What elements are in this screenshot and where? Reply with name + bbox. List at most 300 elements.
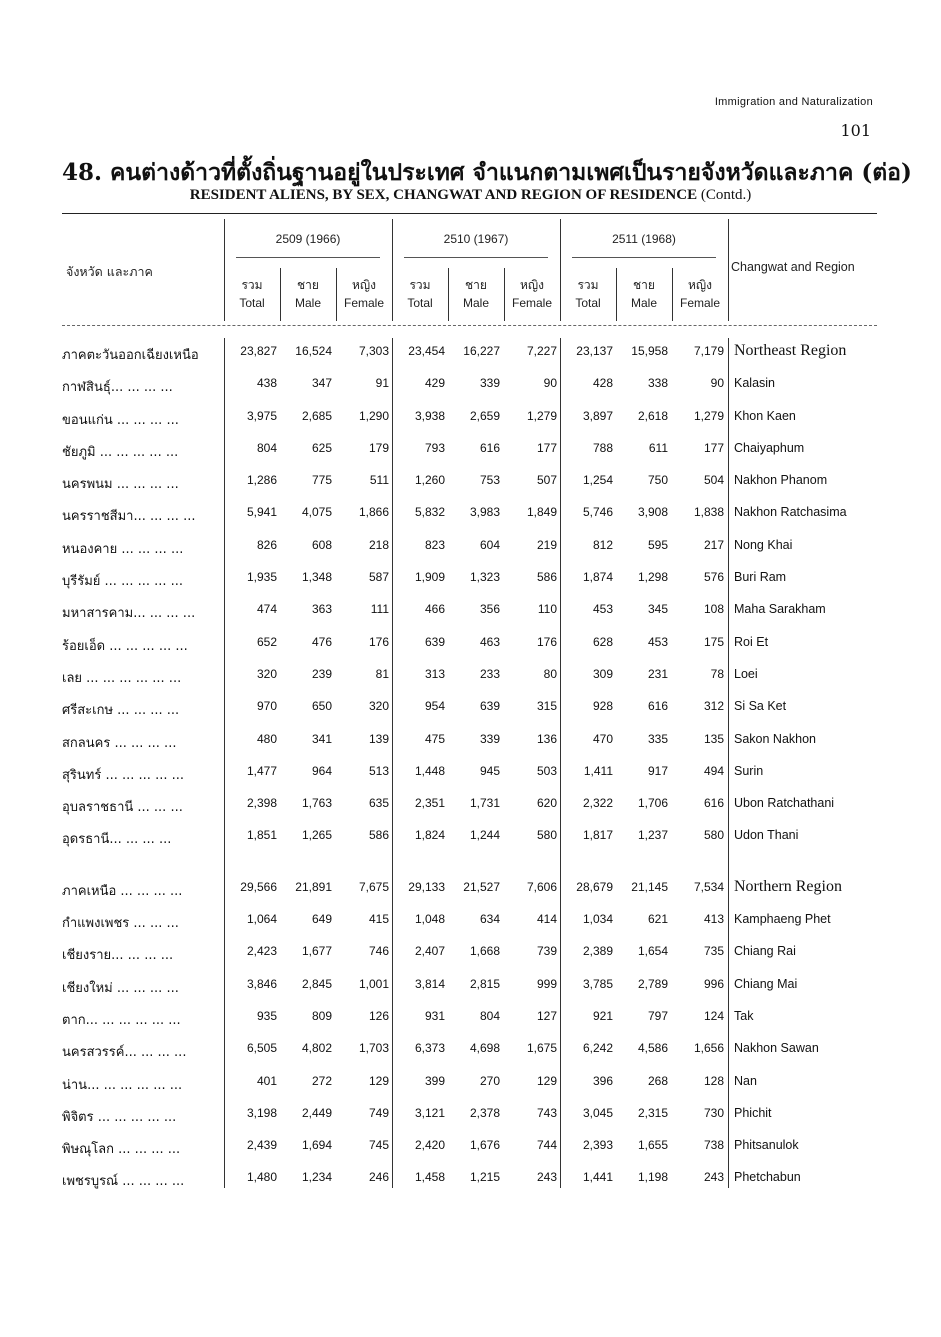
total-value: 309 [592, 666, 613, 681]
total-value: 1,909 [414, 570, 445, 585]
female-value: 586 [368, 828, 389, 843]
male-value: 945 [479, 763, 500, 778]
table-row [62, 822, 877, 854]
female-header-english: Female [511, 296, 552, 310]
row-label-english: Roi Et [734, 634, 769, 649]
female-value: 580 [703, 828, 724, 843]
total-value: 23,137 [576, 344, 613, 358]
row-label-thai: นครสวรรค์... ... ... ... [62, 1045, 187, 1061]
male-value: 753 [479, 473, 500, 488]
table-row [62, 370, 877, 402]
male-value: 616 [479, 440, 500, 455]
table-row [62, 726, 877, 758]
male-value: 625 [311, 440, 332, 455]
table-row [62, 1003, 877, 1035]
stub-header-english: Changwat and Region [731, 260, 855, 274]
male-value: 611 [648, 440, 668, 455]
table-row [62, 790, 877, 822]
male-value: 608 [311, 537, 332, 552]
male-value: 272 [311, 1073, 332, 1088]
total-value: 2,389 [582, 944, 613, 959]
total-value: 401 [256, 1073, 277, 1088]
total-value: 2,423 [246, 944, 277, 959]
male-value: 1,234 [301, 1170, 332, 1185]
male-value: 1,677 [301, 944, 332, 959]
male-value: 634 [479, 912, 500, 927]
male-value: 1,676 [469, 1138, 500, 1153]
total-value: 652 [256, 634, 277, 649]
male-header-thai: ชาย [633, 278, 655, 292]
year-rule [236, 257, 380, 258]
female-value: 243 [536, 1170, 557, 1185]
female-value: 504 [703, 473, 724, 488]
total-header-english: Total [575, 296, 601, 310]
row-label-english: Ubon Ratchathani [734, 796, 835, 811]
title-contd: (Contd.) [700, 187, 752, 203]
total-value: 928 [592, 699, 613, 714]
total-value: 313 [424, 666, 445, 681]
male-value: 231 [647, 666, 668, 681]
total-header-thai: รวม [409, 278, 431, 292]
female-value: 7,675 [358, 879, 389, 894]
female-value: 616 [703, 796, 724, 811]
row-label-english: Nakhon Phanom [734, 473, 828, 488]
row-label-english: Phichit [734, 1105, 772, 1120]
total-value: 1,034 [582, 912, 613, 927]
total-value: 474 [256, 602, 277, 617]
female-value: 176 [368, 634, 389, 649]
total-value: 1,824 [414, 828, 445, 843]
male-value: 775 [311, 473, 332, 488]
total-value: 429 [424, 376, 445, 391]
year-header-2511: 2511 (1968) [612, 232, 676, 246]
female-value: 635 [368, 796, 389, 811]
female-value: 110 [537, 602, 557, 617]
region-row [62, 874, 877, 906]
row-label-thai: มหาสารคาม... ... ... ... [62, 606, 196, 622]
table-row [62, 1164, 877, 1196]
row-label-thai: ศรีสะเกษ ... ... ... ... [62, 703, 180, 719]
year-header-2510: 2510 (1967) [443, 232, 509, 246]
row-label-thai: ภาคเหนือ ... ... ... ... [62, 883, 183, 899]
row-label-thai: เลย ... ... ... ... ... ... [62, 670, 182, 686]
female-value: 1,656 [693, 1041, 724, 1056]
male-value: 3,983 [469, 505, 500, 520]
total-value: 438 [256, 376, 277, 391]
total-value: 3,846 [246, 976, 277, 991]
male-value: 1,655 [637, 1138, 668, 1153]
female-value: 513 [368, 763, 389, 778]
male-value: 1,244 [469, 828, 500, 843]
female-value: 749 [368, 1105, 389, 1120]
female-value: 414 [536, 912, 557, 927]
male-value: 917 [647, 763, 668, 778]
female-value: 176 [536, 634, 557, 649]
row-label-english: Phetchabun [734, 1170, 801, 1185]
total-value: 6,505 [246, 1041, 277, 1056]
total-value: 2,393 [582, 1138, 613, 1153]
male-value: 4,802 [301, 1041, 332, 1056]
male-value: 1,265 [301, 828, 332, 843]
row-label-english: Phitsanulok [734, 1138, 799, 1153]
total-value: 788 [592, 440, 613, 455]
total-value: 3,975 [246, 408, 277, 423]
row-label-english: Northeast Region [734, 342, 847, 359]
male-value: 2,659 [469, 408, 500, 423]
female-value: 620 [536, 796, 557, 811]
row-label-english: Udon Thani [734, 828, 799, 843]
row-label-english: Tak [734, 1008, 754, 1023]
female-value: 219 [536, 537, 557, 552]
male-value: 1,706 [637, 796, 668, 811]
table-row [62, 596, 877, 628]
total-value: 812 [592, 537, 613, 552]
female-value: 127 [536, 1008, 557, 1023]
top-rule [62, 213, 877, 214]
female-value: 108 [703, 602, 724, 617]
year-header-2509: 2509 (1966) [275, 232, 341, 246]
row-label-thai: อุดรธานี... ... ... ... [62, 832, 172, 848]
female-value: 1,279 [526, 408, 557, 423]
table-row [62, 1035, 877, 1067]
female-header-english: Female [679, 296, 720, 310]
male-value: 595 [647, 537, 668, 552]
row-label-thai: เชียงราย... ... ... ... [62, 948, 174, 964]
table-title-english [0, 187, 941, 204]
male-value: 268 [647, 1073, 668, 1088]
total-value: 28,679 [576, 879, 613, 894]
female-value: 580 [536, 828, 557, 843]
year-rule [572, 257, 716, 258]
table-row [62, 564, 877, 596]
female-value: 744 [536, 1138, 557, 1153]
row-label-thai: สกลนคร ... ... ... ... [62, 735, 177, 751]
male-header-thai: ชาย [297, 278, 319, 292]
male-header-english: Male [462, 296, 489, 310]
male-value: 2,845 [301, 976, 332, 991]
total-value: 2,407 [414, 944, 445, 959]
female-value: 136 [536, 731, 557, 746]
row-label-english: Northern Region [734, 877, 842, 895]
row-label-thai: ขอนแก่น ... ... ... ... [62, 412, 179, 428]
male-value: 750 [647, 473, 668, 488]
total-value: 29,566 [240, 879, 277, 894]
male-header-english: Male [630, 296, 657, 310]
male-value: 616 [647, 699, 668, 714]
female-value: 743 [536, 1105, 557, 1120]
row-label-thai: เพชรบูรณ์ ... ... ... ... [62, 1174, 185, 1190]
total-value: 3,121 [414, 1105, 445, 1120]
male-value: 3,908 [637, 505, 668, 520]
total-value: 1,480 [246, 1170, 277, 1185]
male-value: 797 [647, 1008, 668, 1023]
female-value: 179 [368, 440, 389, 455]
total-value: 1,448 [414, 763, 445, 778]
female-value: 7,179 [693, 344, 724, 358]
female-value: 217 [703, 537, 724, 552]
female-value: 7,534 [693, 879, 724, 894]
total-header-thai: รวม [577, 278, 599, 292]
female-value: 1,290 [358, 408, 389, 423]
table-row [62, 758, 877, 790]
female-value: 1,675 [526, 1041, 557, 1056]
row-label-thai: ชัยภูมิ ... ... ... ... ... [62, 444, 179, 460]
female-value: 1,849 [526, 505, 557, 520]
row-label-english: Kalasin [734, 376, 775, 391]
row-label-thai: กำแพงเพชร ... ... ... [62, 916, 179, 932]
female-value: 129 [368, 1073, 389, 1088]
total-value: 3,814 [414, 976, 445, 991]
female-value: 243 [703, 1170, 724, 1185]
total-value: 823 [424, 537, 445, 552]
female-value: 320 [368, 699, 389, 714]
male-value: 1,654 [637, 944, 668, 959]
female-value: 996 [703, 976, 724, 991]
female-value: 415 [368, 912, 389, 927]
female-value: 7,303 [358, 344, 389, 358]
male-value: 341 [311, 731, 332, 746]
table-row [62, 435, 877, 467]
female-value: 90 [543, 376, 557, 391]
total-value: 1,064 [246, 912, 277, 927]
male-value: 1,694 [301, 1138, 332, 1153]
female-value: 507 [536, 473, 557, 488]
female-value: 1,279 [693, 408, 724, 423]
female-value: 746 [368, 944, 389, 959]
female-value: 1,001 [358, 976, 389, 991]
row-label-english: Nan [734, 1073, 757, 1088]
row-label-thai: ภาคตะวันออกเฉียงเหนือ [62, 348, 199, 363]
row-label-thai: นครราชสีมา... ... ... ... [62, 509, 196, 525]
female-value: 111 [370, 602, 389, 617]
total-value: 628 [592, 634, 613, 649]
female-header-thai: หญิง [520, 278, 544, 292]
male-value: 2,815 [469, 976, 500, 991]
total-value: 639 [424, 634, 445, 649]
male-value: 964 [311, 763, 332, 778]
total-value: 466 [424, 602, 445, 617]
female-value: 80 [543, 666, 557, 681]
row-label-thai: สุรินทร์ ... ... ... ... ... [62, 767, 185, 783]
total-value: 1,851 [246, 828, 277, 843]
male-value: 2,378 [469, 1105, 500, 1120]
female-value: 735 [703, 944, 724, 959]
female-value: 1,703 [358, 1041, 389, 1056]
male-value: 621 [647, 912, 668, 927]
female-value: 246 [368, 1170, 389, 1185]
female-value: 586 [536, 570, 557, 585]
total-value: 475 [424, 731, 445, 746]
female-value: 315 [536, 699, 557, 714]
total-value: 3,045 [582, 1105, 613, 1120]
total-value: 970 [256, 699, 277, 714]
male-value: 339 [479, 376, 500, 391]
row-label-english: Nakhon Sawan [734, 1041, 819, 1056]
row-label-thai: กาฬสินธุ์... ... ... ... [62, 380, 173, 396]
male-value: 650 [311, 699, 332, 714]
male-value: 804 [479, 1008, 500, 1023]
total-value: 3,897 [582, 408, 613, 423]
row-label-thai: หนองคาย ... ... ... ... [62, 541, 184, 557]
male-value: 604 [479, 537, 500, 552]
male-value: 356 [479, 602, 500, 617]
total-value: 5,941 [246, 505, 277, 520]
total-value: 1,935 [246, 570, 277, 585]
total-value: 453 [592, 602, 613, 617]
row-label-thai: น่าน... ... ... ... ... ... [62, 1077, 183, 1093]
female-value: 126 [368, 1008, 389, 1023]
male-value: 15,958 [631, 344, 668, 358]
row-label-english: Chiang Rai [734, 944, 796, 959]
total-value: 23,827 [240, 344, 277, 358]
total-value: 3,785 [582, 976, 613, 991]
row-label-thai: ร้อยเอ็ด ... ... ... ... ... [62, 638, 188, 654]
male-value: 1,731 [469, 796, 500, 811]
total-value: 2,439 [246, 1138, 277, 1153]
male-value: 239 [311, 666, 332, 681]
female-value: 177 [536, 440, 557, 455]
table-body [62, 338, 877, 1197]
table-row [62, 1132, 877, 1164]
male-header-thai: ชาย [465, 278, 487, 292]
male-value: 4,075 [301, 505, 332, 520]
female-value: 124 [703, 1008, 724, 1023]
table-row [62, 938, 877, 970]
row-label-english: Loei [734, 666, 758, 681]
row-label-english: Maha Sarakham [734, 602, 826, 617]
table-row [62, 1068, 877, 1100]
row-label-thai: อุบลราชธานี ... ... ... [62, 800, 183, 816]
row-label-thai: พิจิตร ... ... ... ... ... [62, 1109, 177, 1125]
female-value: 730 [703, 1105, 724, 1120]
table-row [62, 1100, 877, 1132]
female-value: 81 [375, 666, 389, 681]
male-value: 21,527 [463, 879, 500, 894]
row-label-english: Chiang Mai [734, 976, 798, 991]
total-value: 1,477 [246, 763, 277, 778]
table-row [62, 971, 877, 1003]
total-header-english: Total [407, 296, 433, 310]
table-row [62, 532, 877, 564]
male-value: 363 [311, 602, 332, 617]
total-value: 804 [256, 440, 277, 455]
female-value: 1,838 [693, 505, 724, 520]
page-number: 101 [840, 121, 871, 140]
row-label-thai: เชียงใหม่ ... ... ... ... [62, 980, 179, 996]
total-value: 1,048 [414, 912, 445, 927]
total-value: 1,411 [583, 763, 613, 778]
female-value: 312 [703, 699, 724, 714]
male-value: 809 [311, 1008, 332, 1023]
row-label-english: Nong Khai [734, 537, 793, 552]
male-value: 463 [479, 634, 500, 649]
male-value: 1,298 [637, 570, 668, 585]
male-value: 233 [479, 666, 500, 681]
male-value: 476 [311, 634, 332, 649]
total-value: 6,242 [582, 1041, 613, 1056]
total-header-thai: รวม [241, 278, 263, 292]
row-label-english: Si Sa Ket [734, 699, 787, 714]
male-value: 2,685 [301, 408, 332, 423]
row-label-english: Surin [734, 763, 764, 778]
total-value: 5,746 [582, 505, 613, 520]
total-value: 320 [256, 666, 277, 681]
total-value: 935 [256, 1008, 277, 1023]
male-value: 345 [647, 602, 668, 617]
male-value: 16,227 [463, 344, 500, 358]
year-rule [404, 257, 548, 258]
male-header-english: Male [294, 296, 321, 310]
total-value: 826 [256, 537, 277, 552]
male-value: 347 [311, 376, 332, 391]
total-value: 396 [592, 1073, 613, 1088]
male-value: 649 [311, 912, 332, 927]
total-value: 1,441 [582, 1170, 613, 1185]
total-value: 1,254 [582, 473, 613, 488]
male-value: 1,198 [637, 1170, 668, 1185]
female-value: 494 [703, 763, 724, 778]
total-value: 3,938 [414, 408, 445, 423]
total-header-english: Total [239, 296, 265, 310]
total-value: 954 [424, 699, 445, 714]
male-value: 335 [647, 731, 668, 746]
row-label-thai: บุรีรัมย์ ... ... ... ... ... [62, 574, 184, 590]
female-value: 999 [536, 976, 557, 991]
total-value: 5,832 [414, 505, 445, 520]
male-value: 639 [479, 699, 500, 714]
male-value: 1,215 [469, 1170, 500, 1185]
total-value: 3,198 [246, 1105, 277, 1120]
female-header-thai: หญิง [352, 278, 376, 292]
row-label-english: Sakon Nakhon [734, 731, 817, 746]
row-label-english: Khon Kaen [734, 408, 796, 423]
total-value: 1,286 [246, 473, 277, 488]
male-value: 4,698 [469, 1041, 500, 1056]
stub-header-thai: จังหวัด และภาค [66, 264, 153, 279]
female-value: 218 [368, 537, 389, 552]
female-value: 745 [368, 1138, 389, 1153]
table-title-thai: 48. คนต่างด้าวที่ตั้งถิ่นฐานอยู่ในประเทศ จำแนกตามเพศเป็นรายจังหวัดและภาค (ต่อ) [62, 159, 912, 186]
male-value: 338 [647, 376, 668, 391]
female-value: 7,606 [526, 879, 557, 894]
female-value: 177 [703, 440, 724, 455]
male-value: 21,145 [631, 879, 668, 894]
total-value: 428 [592, 376, 613, 391]
male-value: 1,763 [301, 796, 332, 811]
table-row [62, 499, 877, 531]
table-row [62, 629, 877, 661]
title-english-main: RESIDENT ALIENS, BY SEX, CHANGWAT AND REGION OF RESIDENCE [189, 187, 698, 203]
female-value: 175 [703, 634, 724, 649]
table-row [62, 467, 877, 499]
female-header-thai: หญิง [688, 278, 712, 292]
male-value: 1,668 [469, 944, 500, 959]
table-row [62, 403, 877, 435]
row-label-thai: พิษณุโลก ... ... ... ... [62, 1142, 181, 1158]
female-value: 511 [369, 473, 389, 488]
row-label-english: Kamphaeng Phet [734, 912, 831, 927]
total-value: 2,420 [414, 1138, 445, 1153]
female-value: 587 [368, 570, 389, 585]
female-value: 7,227 [526, 344, 557, 358]
total-value: 921 [592, 1008, 613, 1023]
male-value: 4,586 [637, 1041, 668, 1056]
female-value: 576 [703, 570, 724, 585]
total-value: 2,398 [246, 796, 277, 811]
female-value: 503 [536, 763, 557, 778]
female-header-english: Female [343, 296, 384, 310]
female-value: 128 [703, 1073, 724, 1088]
